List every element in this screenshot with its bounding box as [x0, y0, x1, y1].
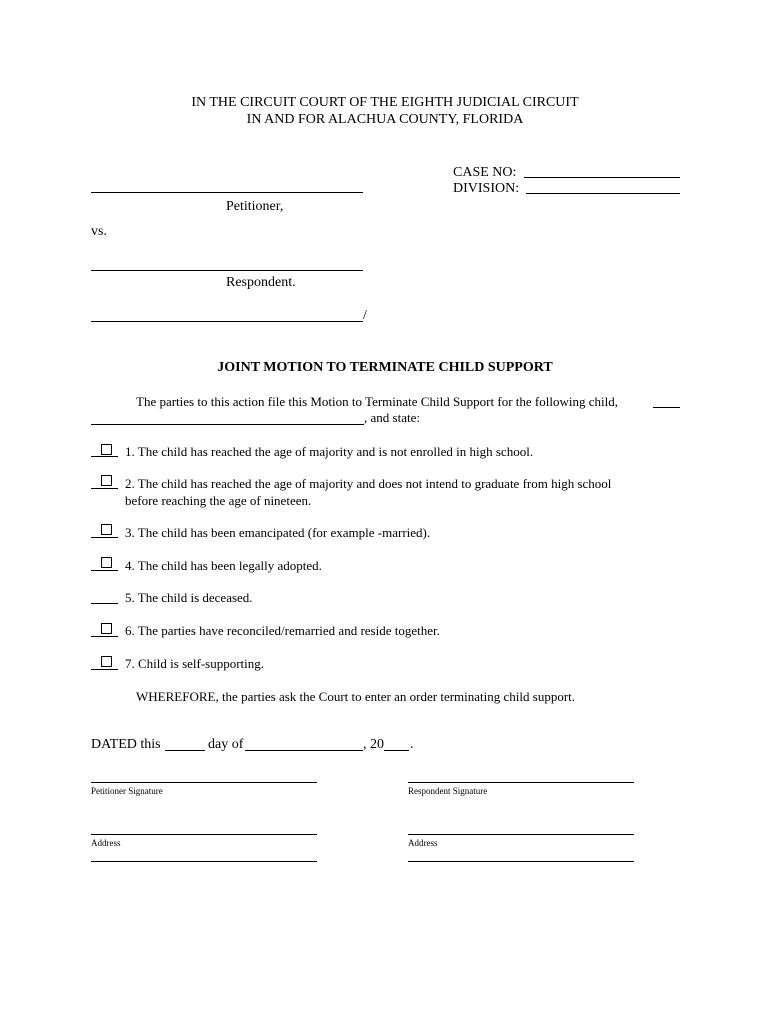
- division-field[interactable]: [526, 193, 680, 194]
- respondent-address-field-2[interactable]: [408, 861, 634, 862]
- dated-prefix: DATED this: [91, 737, 161, 752]
- intro-line2-suffix: , and state:: [364, 410, 420, 425]
- item-2-text: 2. The child has reached the age of majority and does not intend to graduate from high school: [125, 476, 612, 491]
- dated-month-field[interactable]: [245, 750, 363, 751]
- dated-day-of: day of: [208, 737, 244, 752]
- division-label: DIVISION:: [453, 181, 520, 196]
- item-1-text: 1. The child has reached the age of majority and is not enrolled in high school.: [125, 444, 534, 459]
- item-7-text: 7. Child is self-supporting.: [125, 656, 265, 671]
- item-3-checkbox[interactable]: [101, 524, 112, 535]
- caption-slash: /: [363, 308, 367, 323]
- item-2-text-line2: before reaching the age of nineteen.: [125, 493, 312, 508]
- item-3-blank: [91, 537, 118, 538]
- item-6-checkbox[interactable]: [101, 623, 112, 634]
- motion-title: JOINT MOTION TO TERMINATE CHILD SUPPORT: [217, 360, 553, 375]
- petitioner-signature-field[interactable]: [91, 782, 317, 783]
- item-6-blank: [91, 636, 118, 637]
- item-1-checkbox[interactable]: [101, 444, 112, 455]
- item-4-blank: [91, 570, 118, 571]
- case-no-label: CASE NO:: [453, 165, 517, 180]
- item-7-checkbox[interactable]: [101, 656, 112, 667]
- item-2-checkbox[interactable]: [101, 475, 112, 486]
- item-5-blank[interactable]: [91, 603, 118, 604]
- petitioner-name-field[interactable]: [91, 192, 363, 193]
- vs-label: vs.: [91, 224, 107, 239]
- respondent-address-label: Address: [408, 838, 438, 848]
- petitioner-address-field-2[interactable]: [91, 861, 317, 862]
- petitioner-address-label: Address: [91, 838, 121, 848]
- dated-year-field[interactable]: [384, 750, 409, 751]
- dated-end: .: [410, 737, 414, 752]
- wherefore-text: WHEREFORE, the parties ask the Court to enter an order terminating child support.: [136, 689, 576, 704]
- petitioner-address-field[interactable]: [91, 834, 317, 835]
- item-4-text: 4. The child has been legally adopted.: [125, 558, 322, 573]
- child-name-field-2[interactable]: [91, 424, 364, 425]
- petitioner-signature-label: Petitioner Signature: [91, 786, 163, 796]
- item-4-checkbox[interactable]: [101, 557, 112, 568]
- item-6-text: 6. The parties have reconciled/remarried and reside together.: [125, 623, 440, 638]
- intro-line1: The parties to this action file this Motion to Terminate Child Support for the following child,: [136, 394, 618, 409]
- respondent-signature-field[interactable]: [408, 782, 634, 783]
- case-no-field[interactable]: [524, 177, 680, 178]
- respondent-signature-label: Respondent Signature: [408, 786, 488, 796]
- respondent-label: Respondent.: [226, 275, 296, 290]
- child-name-field-1[interactable]: [653, 407, 680, 408]
- caption-closing-line: [91, 321, 363, 322]
- court-header-line1: IN THE CIRCUIT COURT OF THE EIGHTH JUDICIAL CIRCUIT: [191, 95, 579, 110]
- item-3-text: 3. The child has been emancipated (for example -married).: [125, 525, 431, 540]
- petitioner-label: Petitioner,: [226, 199, 284, 214]
- item-7-blank: [91, 669, 118, 670]
- respondent-address-field[interactable]: [408, 834, 634, 835]
- respondent-name-field[interactable]: [91, 270, 363, 271]
- item-1-blank: [91, 456, 118, 457]
- court-header-line2: IN AND FOR ALACHUA COUNTY, FLORIDA: [246, 112, 524, 127]
- item-2-blank: [91, 488, 118, 489]
- dated-year-prefix: , 20: [363, 737, 384, 752]
- dated-day-field[interactable]: [165, 750, 205, 751]
- item-5-text: 5. The child is deceased.: [125, 590, 253, 605]
